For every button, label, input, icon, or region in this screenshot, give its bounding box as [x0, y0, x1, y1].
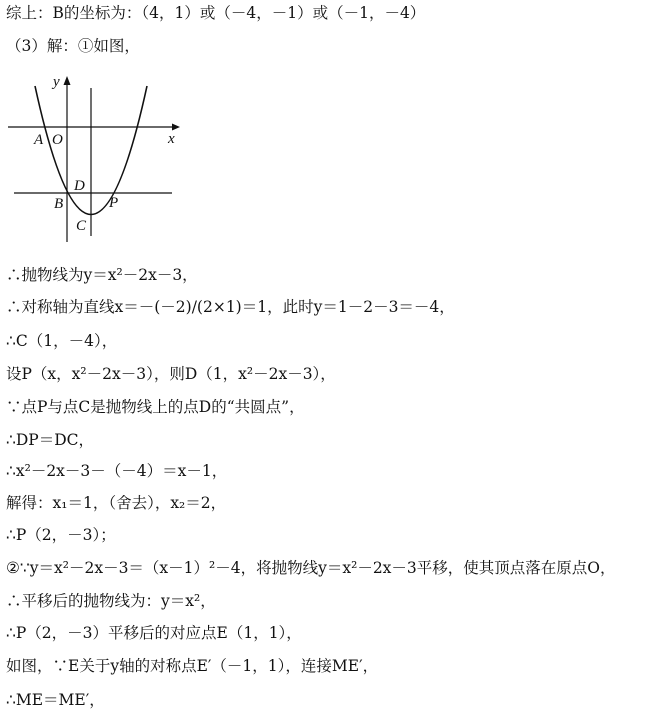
label-D: D	[74, 178, 85, 194]
part3-heading: （3）解：①如图，	[6, 37, 140, 55]
label-x: x	[168, 131, 175, 147]
translation-line: ②∵y＝x²－2x－3＝（x－1）²－4，将抛物线y＝x²－2x－3平移，使其顶点落在原点O，	[6, 559, 616, 577]
parabola-equation-line: ∴抛物线为y＝x²－2x－3，	[6, 266, 198, 284]
y-axis-arrow	[64, 76, 71, 85]
set-p-line: 设P（x，x²－2x－3），则D（1，x²－2x－3），	[6, 365, 336, 383]
label-B: B	[54, 196, 64, 212]
me-equality-line: ∴ME＝ME′，	[6, 691, 105, 709]
point-p-line: ∴P（2，－3）；	[6, 526, 116, 544]
parabola-figure	[0, 70, 200, 245]
equation-line: ∴x²－2x－3－（－4）＝x－1，	[6, 462, 228, 480]
symmetric-point-line: 如图，∵E关于y轴的对称点E′（－1，1），连接ME′，	[6, 657, 379, 675]
common-circle-line: ∵点P与点C是抛物线上的点D的“共圆点”，	[6, 398, 305, 416]
point-e-line: ∴P（2，－3）平移后的对应点E（1，1），	[6, 624, 302, 642]
translated-parabola-line: ∴平移后的抛物线为：y＝x²，	[6, 592, 216, 610]
summary-line: 综上：B的坐标为：（4，1）或（－4，－1）或（－1，－4）	[6, 4, 426, 22]
label-C: C	[76, 218, 87, 234]
axis-of-symmetry-line: ∴对称轴为直线x＝－(－2)/(2×1)＝1，此时y＝1－2－3＝－4，	[6, 298, 455, 316]
x-axis-arrow	[172, 124, 180, 131]
label-P: P	[109, 195, 119, 211]
label-O: O	[52, 132, 63, 148]
dp-dc-line: ∴DP＝DC，	[6, 431, 95, 449]
label-A: A	[34, 132, 44, 148]
label-y: y	[53, 74, 60, 90]
point-c-line: ∴C（1，－4），	[6, 332, 118, 350]
solution-line: 解得：x₁＝1，（舍去），x₂＝2，	[6, 494, 227, 512]
